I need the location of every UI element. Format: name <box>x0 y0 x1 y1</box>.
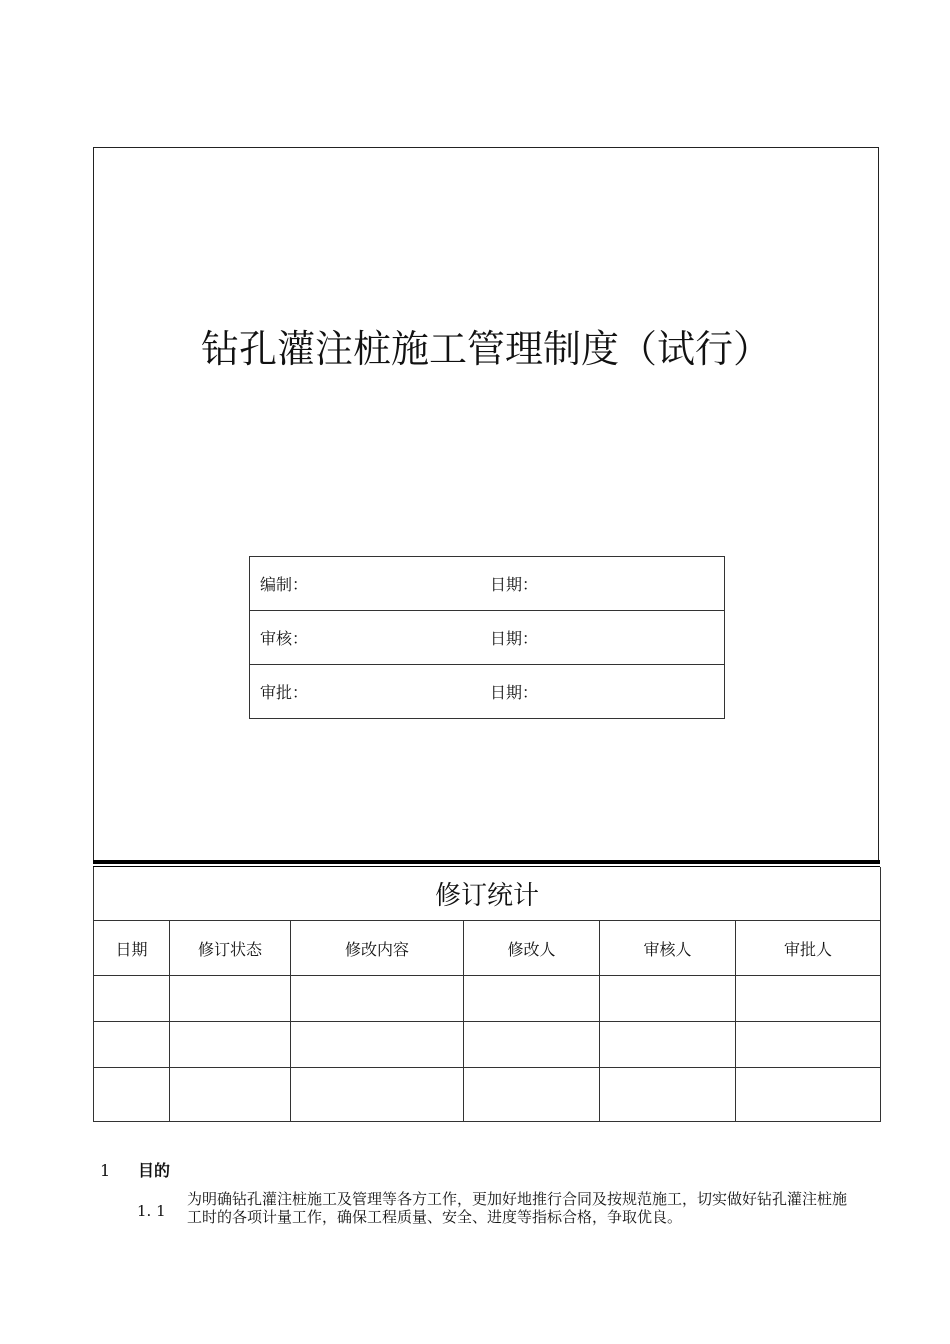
document-title: 钻孔灌注桩施工管理制度（试行） <box>200 327 771 371</box>
table-row <box>94 1022 881 1068</box>
signoff-row <box>250 665 725 719</box>
column-header: 审核人 <box>600 921 736 976</box>
table-cell <box>291 1068 464 1122</box>
table-cell <box>736 976 881 1022</box>
clause-text: 为明确钻孔灌注桩施工及管理等各方工作，更加好地推行合同及按规范施工，切实做好钻孔灌注桩施工时的各项计量工作，确保工程质量、安全、进度等指标合格，争取优良。 <box>187 1190 848 1226</box>
table-cell <box>600 976 736 1022</box>
table-cell <box>464 976 600 1022</box>
table-cell <box>736 1022 881 1068</box>
signoff-role: 审批： <box>250 665 481 719</box>
cover-frame <box>93 147 879 861</box>
column-header: 审批人 <box>736 921 881 976</box>
table-cell <box>736 1068 881 1122</box>
table-cell <box>600 1022 736 1068</box>
signoff-date-label: 日期： <box>480 665 725 719</box>
table-cell <box>291 1022 464 1068</box>
revision-table <box>93 867 881 1122</box>
signoff-date-label: 日期： <box>480 557 725 611</box>
column-header: 修改人 <box>464 921 600 976</box>
clause-number: 1. 1 <box>137 1202 166 1220</box>
table-cell <box>94 1068 170 1122</box>
table-row <box>94 976 881 1022</box>
revision-caption: 修订统计 <box>94 867 881 921</box>
table-cell <box>170 1022 291 1068</box>
section-title: 目的 <box>138 1161 171 1180</box>
signoff-role: 编制： <box>250 557 481 611</box>
table-cell <box>170 976 291 1022</box>
table-cell <box>94 1022 170 1068</box>
double-rule-divider <box>93 860 880 867</box>
section-number: 1 <box>100 1161 111 1180</box>
column-header: 日期 <box>94 921 170 976</box>
section-heading <box>100 1158 170 1181</box>
table-row <box>94 1068 881 1122</box>
table-cell <box>94 976 170 1022</box>
column-header: 修改内容 <box>291 921 464 976</box>
signoff-row <box>250 557 725 611</box>
signoff-row <box>250 611 725 665</box>
signoff-table <box>249 556 725 719</box>
table-cell <box>464 1068 600 1122</box>
table-cell <box>600 1068 736 1122</box>
signoff-date-label: 日期： <box>480 611 725 665</box>
revision-header-row <box>94 921 881 976</box>
table-cell <box>170 1068 291 1122</box>
table-cell <box>464 1022 600 1068</box>
table-cell <box>291 976 464 1022</box>
signoff-role: 审核： <box>250 611 481 665</box>
column-header: 修订状态 <box>170 921 291 976</box>
